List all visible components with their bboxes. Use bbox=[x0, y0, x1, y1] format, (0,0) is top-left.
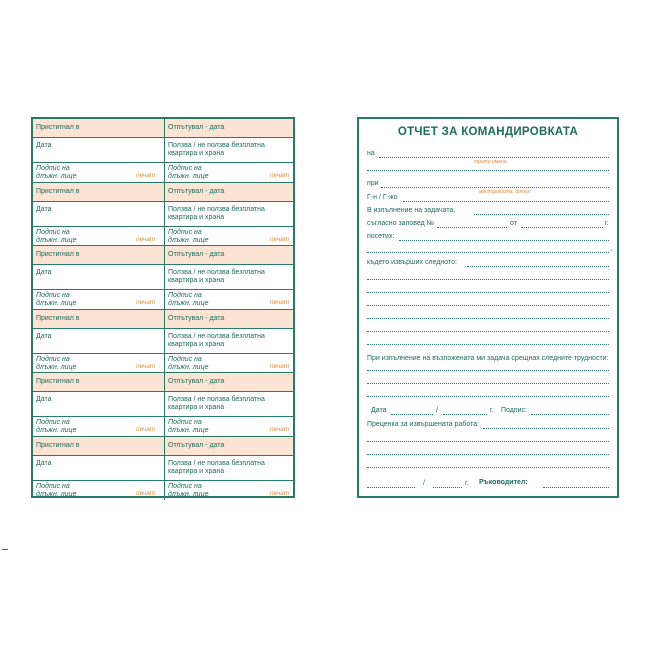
lodging-line2: квартира и храна bbox=[168, 404, 225, 411]
column-divider bbox=[164, 119, 165, 182]
arrival-row bbox=[33, 437, 293, 456]
arrived-label: Пристигнал в bbox=[36, 378, 80, 385]
lodging-line2: квартира и храна bbox=[168, 277, 225, 284]
fill-in-line[interactable] bbox=[521, 227, 603, 228]
fill-in-line[interactable] bbox=[399, 240, 609, 241]
signature-line1: Подпис на bbox=[36, 355, 70, 363]
edge-mark bbox=[2, 549, 8, 550]
signature-line2: длъжн. лице bbox=[168, 363, 209, 371]
fill-in-line[interactable] bbox=[367, 331, 609, 332]
stamp-label: печат bbox=[270, 489, 290, 497]
report-page bbox=[357, 117, 619, 498]
arrived-label: Пристигнал в bbox=[36, 187, 80, 195]
at-label: при bbox=[367, 180, 379, 187]
travel-log-block bbox=[33, 246, 293, 310]
fill-in-line[interactable] bbox=[367, 441, 609, 442]
signature-line2: длъжн. лице bbox=[168, 173, 209, 180]
fill-in-line[interactable] bbox=[367, 467, 609, 468]
column-divider bbox=[164, 310, 165, 373]
signature-row bbox=[33, 290, 293, 309]
fill-in-line[interactable] bbox=[531, 414, 609, 415]
from-label: от bbox=[510, 220, 517, 227]
date-label: Дата bbox=[36, 396, 52, 403]
difficulties-label: При изпълнение на възложената ми задача срещнах следните трудности: bbox=[367, 355, 609, 362]
order-label: съгласно заповед № bbox=[367, 220, 435, 227]
departed-label: Отпътувал - дата bbox=[168, 124, 225, 131]
arrival-row bbox=[33, 119, 293, 138]
date-row bbox=[33, 265, 293, 290]
to-label: на bbox=[367, 150, 375, 157]
fill-in-line[interactable] bbox=[367, 305, 609, 306]
stamp-label: печат bbox=[270, 235, 290, 243]
departed-label: Отпътувал - дата bbox=[168, 441, 225, 449]
arrived-label: Пристигнал в bbox=[36, 124, 80, 131]
stamp-label: печат bbox=[136, 299, 156, 306]
signature-line2: длъжн. лице bbox=[168, 300, 209, 307]
travel-log-block bbox=[33, 373, 293, 437]
stamp-label: печат bbox=[136, 235, 156, 243]
lodging-line2: квартира и храна bbox=[168, 467, 225, 475]
lodging-line1: Ползва / не ползва безплатна bbox=[168, 396, 265, 403]
fill-in-line[interactable] bbox=[483, 428, 609, 429]
arrival-row bbox=[33, 183, 293, 202]
travel-log-block bbox=[33, 119, 293, 183]
travel-log-block bbox=[33, 437, 293, 501]
date-row bbox=[33, 329, 293, 354]
stamp-label: печат bbox=[136, 489, 156, 497]
departed-label: Отпътувал - дата bbox=[168, 378, 225, 385]
lodging-line2: квартира и храна bbox=[168, 150, 225, 157]
report-title: ОТЧЕТ ЗА КОМАНДИРОВКАТА bbox=[397, 126, 579, 138]
date-row bbox=[33, 392, 293, 417]
fill-in-line[interactable] bbox=[367, 454, 609, 455]
arrival-row bbox=[33, 246, 293, 265]
fill-in-line[interactable] bbox=[443, 414, 487, 415]
travel-log-block bbox=[33, 310, 293, 374]
signature-line2: длъжн. лице bbox=[36, 490, 77, 498]
stamp-label: печат bbox=[270, 426, 290, 433]
fill-in-line[interactable] bbox=[467, 266, 609, 267]
stamp-label: печат bbox=[136, 426, 156, 433]
travel-log-block bbox=[33, 183, 293, 247]
to-hint: трите имена bbox=[474, 159, 507, 165]
signature-row bbox=[33, 227, 293, 246]
date-label: Дата bbox=[36, 269, 52, 276]
lodging-line1: Ползва / не ползва безплатна bbox=[168, 459, 265, 467]
date-label: Дата bbox=[36, 142, 52, 149]
fill-in-line[interactable] bbox=[367, 318, 609, 319]
manager-label: Ръководител: bbox=[479, 479, 528, 486]
signature-line2: длъжн. лице bbox=[168, 427, 209, 434]
slash: / bbox=[436, 407, 438, 414]
signature-line1: Подпис на bbox=[36, 165, 70, 172]
fill-in-line[interactable] bbox=[367, 383, 609, 384]
year-suffix: г. bbox=[490, 407, 494, 414]
arrived-label: Пристигнал в bbox=[36, 441, 80, 449]
signature-line1: Подпис на bbox=[168, 292, 202, 299]
fill-in-line[interactable] bbox=[367, 487, 415, 488]
signature-label: Подпис: bbox=[501, 407, 528, 414]
lodging-line2: квартира и храна bbox=[168, 213, 225, 221]
departed-label: Отпътувал - дата bbox=[168, 187, 225, 195]
assessment-label: Преценка за извършената работа: bbox=[367, 421, 480, 428]
fill-in-line[interactable] bbox=[367, 279, 609, 280]
departed-label: Отпътувал - дата bbox=[168, 314, 225, 322]
stamp-label: печат bbox=[136, 362, 156, 370]
signature-line2: длъжн. лице bbox=[168, 236, 209, 244]
signature-line1: Подпис на bbox=[36, 228, 70, 236]
column-divider bbox=[164, 373, 165, 436]
arrived-label: Пристигнал в bbox=[36, 314, 80, 322]
fill-in-line[interactable] bbox=[367, 396, 609, 397]
arrived-label: Пристигнал в bbox=[36, 251, 80, 258]
lodging-line1: Ползва / не ползва безплатна bbox=[168, 269, 265, 276]
date-label: Дата bbox=[36, 332, 52, 340]
date-row bbox=[33, 456, 293, 481]
fill-in-line[interactable] bbox=[543, 487, 609, 488]
date-label: Дата bbox=[371, 407, 387, 414]
signature-row bbox=[33, 354, 293, 373]
where-label: където извърших следното: bbox=[367, 259, 457, 266]
lodging-line1: Ползва / не ползва безплатна bbox=[168, 142, 265, 149]
fill-in-line[interactable] bbox=[391, 414, 433, 415]
column-divider bbox=[164, 183, 165, 246]
arrival-row bbox=[33, 373, 293, 392]
arrival-row bbox=[33, 310, 293, 329]
fill-in-line[interactable] bbox=[367, 252, 609, 253]
signature-line1: Подпис на bbox=[168, 228, 202, 236]
signature-row bbox=[33, 417, 293, 436]
signature-line1: Подпис на bbox=[36, 482, 70, 490]
fill-in-line[interactable] bbox=[379, 157, 609, 158]
signature-line2: длъжн. лице bbox=[36, 427, 77, 434]
year-suffix: г. bbox=[465, 480, 469, 487]
year-suffix: г. bbox=[605, 220, 609, 227]
at-hint: месторабота, отдел bbox=[479, 189, 531, 195]
column-divider bbox=[164, 246, 165, 309]
stamp-label: печат bbox=[270, 299, 290, 306]
date-row bbox=[33, 138, 293, 163]
signature-line1: Подпис на bbox=[168, 419, 202, 426]
fill-in-line[interactable] bbox=[367, 170, 609, 171]
signature-line1: Подпис на bbox=[36, 292, 70, 299]
signature-line2: длъжн. лице bbox=[36, 173, 77, 180]
stamp-label: печат bbox=[136, 172, 156, 179]
signature-line1: Подпис на bbox=[168, 482, 202, 490]
comma: , bbox=[611, 245, 613, 252]
fill-in-line[interactable] bbox=[403, 201, 609, 202]
stamp-label: печат bbox=[270, 172, 290, 179]
column-divider bbox=[164, 437, 165, 501]
travel-log-page bbox=[31, 117, 295, 498]
lodging-line1: Ползва / не ползва безплатна bbox=[168, 332, 265, 340]
signature-row bbox=[33, 481, 293, 500]
signature-row bbox=[33, 163, 293, 182]
fill-in-line[interactable] bbox=[437, 227, 507, 228]
signature-line1: Подпис на bbox=[36, 419, 70, 426]
signature-line1: Подпис на bbox=[168, 355, 202, 363]
signature-line2: длъжн. лице bbox=[36, 236, 77, 244]
date-label: Дата bbox=[36, 205, 52, 213]
visited-label: посетих: bbox=[367, 233, 395, 240]
departed-label: Отпътувал - дата bbox=[168, 251, 225, 258]
signature-line2: длъжн. лице bbox=[36, 300, 77, 307]
fill-in-line[interactable] bbox=[367, 292, 609, 293]
signature-line2: длъжн. лице bbox=[168, 490, 209, 498]
stamp-label: печат bbox=[270, 362, 290, 370]
signature-line1: Подпис на bbox=[168, 165, 202, 172]
fill-in-line[interactable] bbox=[381, 187, 609, 188]
fill-in-line[interactable] bbox=[474, 214, 609, 215]
fill-in-line[interactable] bbox=[367, 370, 609, 371]
fill-in-line[interactable] bbox=[433, 487, 462, 488]
lodging-line2: квартира и храна bbox=[168, 340, 225, 348]
mr-mrs-label: Г-н / Г-жо bbox=[367, 194, 398, 201]
execution-label: В изпълнение на задачата, bbox=[367, 207, 456, 214]
fill-in-line[interactable] bbox=[367, 344, 609, 345]
date-row bbox=[33, 202, 293, 227]
date-label: Дата bbox=[36, 459, 52, 467]
signature-line2: длъжн. лице bbox=[36, 363, 77, 371]
slash: / bbox=[423, 480, 425, 487]
lodging-line1: Ползва / не ползва безплатна bbox=[168, 205, 265, 213]
